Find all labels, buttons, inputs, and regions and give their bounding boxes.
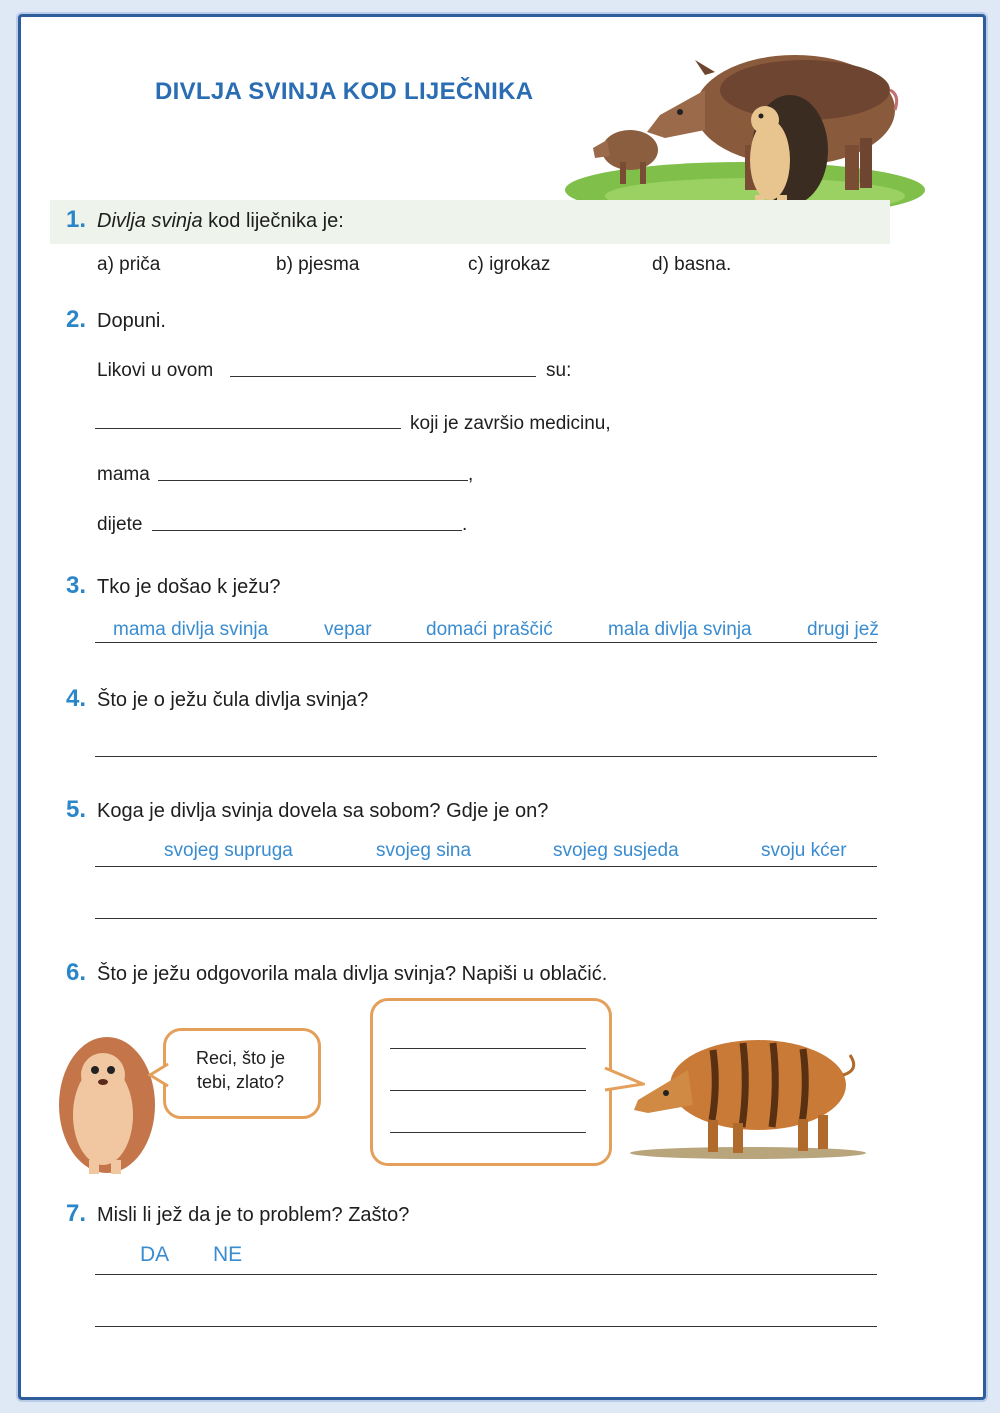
q2-blank-4[interactable] [152,530,462,531]
q7-answer-line-2[interactable] [95,1326,877,1327]
piglet [602,130,658,170]
q3-choice-2[interactable]: vepar [324,619,372,640]
question-4-number: 4. [66,685,87,712]
bubble-text [168,1046,313,1094]
q2-blank-3[interactable] [158,480,468,481]
q3-choice-5[interactable]: drugi jež [807,619,879,640]
q7-answer-line-1[interactable] [95,1274,877,1275]
boar-family-illustration [555,20,930,220]
question-5-number: 5. [66,796,87,823]
q5-answer-line-1[interactable] [95,866,877,867]
q2-line4-start: dijete [97,514,143,535]
q5-choice-2[interactable]: svojeg sina [376,840,472,861]
q3-choice-4[interactable]: mala divlja svinja [608,619,752,640]
question-1-rest: kod liječnika je: [208,210,344,232]
q2-line1-start: Likovi u ovom [97,360,214,381]
q7-choice-ne[interactable]: NE [213,1243,243,1266]
page-title: DIVLJA SVINJA KOD LIJEČNIKA [155,78,534,105]
q1-option-c[interactable]: c) igrokaz [468,254,551,275]
q2-line2-end: koji je završio medicinu, [410,413,611,434]
question-2-number: 2. [66,306,87,333]
q5-choice-3[interactable]: svojeg susjeda [553,840,679,861]
question-3-number: 3. [66,572,87,599]
question-6-number: 6. [66,959,87,986]
q1-option-a[interactable]: a) priča [97,254,161,275]
q2-line3-start: mama [97,464,150,485]
q5-answer-line-2[interactable] [95,918,877,919]
question-1-italic: Divlja svinja [97,210,203,232]
question-1-number: 1. [66,206,87,233]
answer-speech-bubble[interactable] [370,998,612,1166]
q2-line4-end: . [462,514,468,535]
young-boar-illustration [628,1015,868,1160]
q2-blank-1[interactable] [230,376,536,377]
question-1-text [97,210,344,233]
question-5-text: Koga je divlja svinja dovela sa sobom? Gdje je on? [97,800,549,822]
q6-answer-line-3[interactable] [390,1132,586,1133]
q5-choice-1[interactable]: svojeg supruga [164,840,293,861]
hedgehog-small-illustration [55,1020,160,1180]
q7-choice-da[interactable]: DA [140,1243,170,1266]
question-3-text: Tko je došao k ježu? [97,576,281,598]
q3-choice-1[interactable]: mama divlja svinja [113,619,269,640]
q3-answer-line[interactable] [95,642,877,643]
q2-blank-2[interactable] [95,428,401,429]
question-7-text: Misli li jež da je to problem? Zašto? [97,1204,410,1226]
q5-choice-4[interactable]: svoju kćer [761,840,847,861]
q3-choice-3[interactable]: domaći praščić [426,619,553,640]
q6-answer-line-2[interactable] [390,1090,586,1091]
q1-option-b[interactable]: b) pjesma [276,254,360,275]
bubble-line-1: Reci, što je [195,1048,286,1068]
q4-answer-line[interactable] [95,756,877,757]
q1-option-d[interactable]: d) basna. [652,254,732,275]
q6-answer-line-1[interactable] [390,1048,586,1049]
bubble-line-2: tebi, zlato? [196,1072,285,1092]
q2-line3-end: , [468,464,474,485]
question-6-text: Što je ježu odgovorila mala divlja svinja? Napiši u oblačić. [97,963,608,985]
q2-line1-end: su: [546,360,572,381]
question-4-text: Što je o ježu čula divlja svinja? [97,689,369,711]
question-2-text: Dopuni. [97,310,166,332]
bubble-1-tail [148,1062,170,1088]
question-7-number: 7. [66,1200,87,1227]
